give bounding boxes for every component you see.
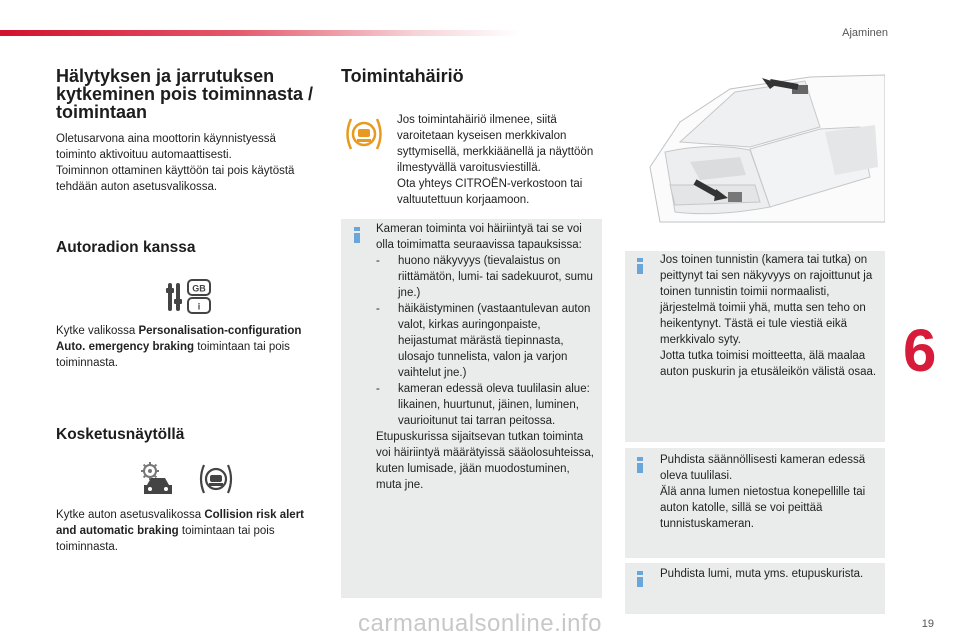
sensor-info-text: Jos toinen tunnistin (kamera tai tutka) on peittynyt tai sen näkyvyys on rajoittunut ja toinen tunnistin toimii normaalisti, järjestelmä toimii yhä, mutta sen teho on heikentynyt. Tästä ei tule viestiä eikä merkkivalo syty. Jotta tutka toimisi moitteetta, älä maalaa auton puskurin ja etusäleikön välistä osaa. <box>660 254 877 378</box>
clean-info-text: Puhdista säännöllisesti kameran edessä oleva tuulilasi. Älä anna lumen nietostua konepellille tai auton katolle, sillä se voi peittää tunnistuskameran. <box>660 454 866 530</box>
watermark: carmanualsonline.info <box>358 610 602 637</box>
radio-title: Autoradion kanssa <box>56 239 196 256</box>
info-icon <box>637 457 643 473</box>
list-item: - kameran edessä oleva tuulilasin alue: likainen, huurtunut, jäinen, luminen, vaurioitunut tai tarran peitossa. <box>376 381 596 429</box>
snow-info-text: Puhdista lumi, muta yms. etupuskurista. <box>660 568 864 580</box>
section-title: Ajaminen <box>842 27 888 39</box>
list-item: - huono näkyvyys (tievalaistus on riittämätön, lumi- tai sadekuurot, sumu jne.) <box>376 253 596 301</box>
left-intro: Oletusarvona aina moottorin käynnistyessä toiminto aktivoituu automaattisesti. Toiminnon ottaminen käyttöön tai pois käytöstä tehdään auton asetusvalikossa. <box>56 133 295 193</box>
info-icon <box>637 258 643 274</box>
touch-text: Kytke auton asetusvalikossa Collision risk alert and automatic braking toimintaan tai pois toiminnasta. <box>56 509 305 553</box>
top-accent-bar <box>0 30 520 36</box>
radio-settings-icon <box>166 279 212 320</box>
touch-title: Kosketusnäytöllä <box>56 426 185 443</box>
malfunction-text: Jos toimintahäiriö ilmenee, siitä varoitetaan kyseisen merkkivalon syttymisellä, merkkiäänellä ja näyttöön ilmestyvällä varoitusviestillä. Ota yhteys CITROËN-verkostoon tai valtuutettuun korjaamoon. <box>397 114 594 206</box>
vehicle-illustration <box>620 67 885 242</box>
page-number: 19 <box>921 618 934 630</box>
svg-text:GB: GB <box>192 283 206 294</box>
chapter-number: 6 <box>903 317 937 384</box>
malfunction-warning-icon <box>343 116 385 157</box>
info-icon <box>637 571 643 587</box>
malfunction-title: Toimintahäiriö <box>341 66 464 86</box>
car-settings-icon <box>138 461 178 502</box>
svg-text:i: i <box>197 301 201 312</box>
left-title: Hälytyksen ja jarrutuksen kytkeminen pois toiminnasta / toimintaan <box>56 66 314 122</box>
collision-warning-icon <box>196 461 236 502</box>
radio-text: Kytke valikossa Personalisation-configuration Auto. emergency braking toimintaan tai pois toiminnasta. <box>56 325 302 369</box>
info-icon <box>354 227 360 243</box>
list-item: - häikäistyminen (vastaantulevan auton valot, kirkas auringonpaiste, heijastumat märästä tiepinnasta, ulosajo tunnelista, valon ja varjon vaihtelut jne.) <box>376 301 596 381</box>
camera-info-text: Kameran toiminta voi häiriintyä tai se voi olla toimimatta seuraavissa tapauksissa: - huono näkyvyys (tievalaistus on riittämätön, lumi- tai sadekuurot, sumu jne.) - häikäistyminen (vastaantulevan auton valot, kirkas auringonpaiste, heijastumat märästä tiepinnasta, ulosajo tunnelista, valon ja varjon vaihtelut jne.) - kameran edessä oleva tuulilasin alue: likainen, huurtunut, jäinen, luminen, vaurioitunut tai tarran peitossa. Etupuskurissa sijaitsevan tutkan toiminta voi häiriintyä määrätyissä sääolosuhteissa, kuten lumisade, jään muodostuminen, muta jne. <box>376 221 596 493</box>
